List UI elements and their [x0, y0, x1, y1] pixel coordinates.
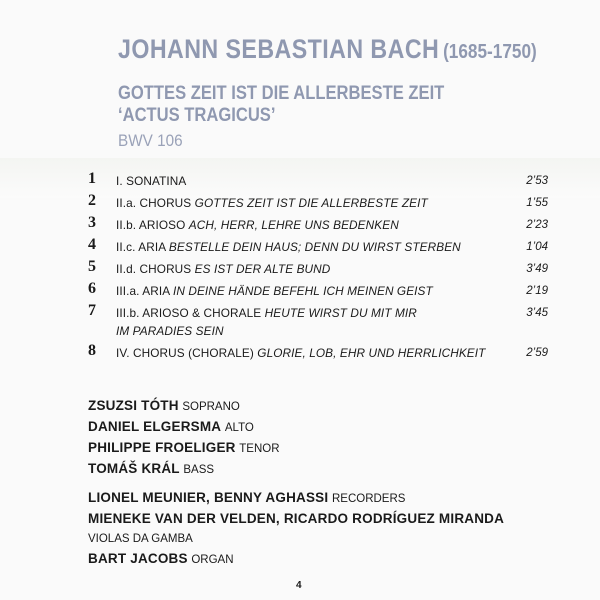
page-number: 4 — [296, 580, 302, 591]
track-number: 1 — [88, 170, 96, 187]
track-title — [116, 194, 516, 212]
movement-text: ES IST DER ALTE BUND — [194, 262, 331, 276]
organ-credit — [88, 549, 504, 570]
track-title — [116, 344, 516, 362]
track-row — [88, 282, 548, 300]
performer-role: ORGAN — [191, 554, 234, 566]
movement-label: II.d. CHORUS — [116, 262, 192, 276]
performer-role: BASS — [183, 464, 215, 476]
performer-names: LIONEL MEUNIER, BENNY AGHASSI — [88, 490, 329, 505]
movement-label: II.a. CHORUS — [116, 196, 192, 210]
catalogue-number: BWV 106 — [118, 131, 183, 150]
soloist-credit — [88, 417, 504, 438]
track-title — [116, 172, 516, 190]
movement-label: III.b. ARIOSO & CHORALE — [116, 306, 262, 320]
performer-name: PHILIPPE FROELIGER — [88, 440, 236, 455]
gambas-credit — [88, 509, 504, 528]
movement-label: III.a. ARIA — [116, 284, 170, 298]
spacer — [88, 480, 504, 488]
composer-heading — [118, 34, 537, 65]
track-row — [88, 216, 548, 234]
track-row — [88, 344, 548, 362]
performer-role: ALTO — [224, 422, 254, 434]
track-title — [116, 304, 516, 340]
movement-text: BESTELLE DEIN HAUS; DENN DU WIRST STERBEN — [168, 240, 461, 254]
track-title — [116, 282, 516, 300]
work-title — [118, 82, 444, 126]
movement-text: IN DEINE HÄNDE BEFEHL ICH MEINEN GEIST — [172, 284, 433, 298]
performer-name: TOMÁŠ KRÁL — [88, 461, 180, 476]
movement-label: IV. CHORUS (CHORALE) — [116, 346, 254, 360]
movement-text: HEUTE WIRST DU MIT MIR — [264, 306, 417, 320]
recorders-credit — [88, 488, 504, 509]
track-duration: 3’45 — [526, 307, 548, 319]
performer-name: ZSUZSI TÓTH — [88, 398, 179, 413]
track-number: 8 — [88, 342, 96, 359]
composer-name: JOHANN SEBASTIAN BACH — [118, 34, 440, 64]
track-duration: 2’53 — [526, 175, 548, 187]
soloist-credit — [88, 438, 504, 459]
track-list — [88, 172, 548, 366]
track-row — [88, 304, 548, 340]
soloist-credit — [88, 459, 504, 480]
movement-text: GOTTES ZEIT IST DIE ALLERBESTE ZEIT — [194, 196, 428, 210]
movement-text: ACH, HERR, LEHRE UNS BEDENKEN — [188, 218, 399, 232]
movement-text: GLORIE, LOB, EHR UND HERRLICHKEIT — [257, 346, 486, 360]
track-title — [116, 216, 516, 234]
track-row — [88, 238, 548, 256]
work-title-line-2: ‘ACTUS TRAGICUS’ — [118, 104, 276, 126]
track-title — [116, 260, 516, 278]
performer-role: RECORDERS — [331, 493, 406, 505]
performer-role: VIOLAS DA GAMBA — [88, 533, 193, 545]
track-number: 4 — [88, 236, 96, 253]
track-row — [88, 260, 548, 278]
track-duration: 2’23 — [526, 219, 548, 231]
gambas-role-line — [88, 528, 504, 549]
movement-label: II.c. ARIA — [116, 240, 166, 254]
track-duration: 1’55 — [526, 197, 548, 209]
track-title — [116, 238, 516, 256]
composer-dates: (1685-1750) — [443, 41, 537, 63]
track-duration: 2’59 — [526, 347, 548, 359]
track-duration: 1’04 — [526, 241, 548, 253]
soloist-credit — [88, 396, 504, 417]
track-row — [88, 172, 548, 190]
track-number: 2 — [88, 192, 96, 209]
track-number: 5 — [88, 258, 96, 275]
performer-name: BART JACOBS — [88, 551, 188, 566]
track-duration: 2’19 — [526, 285, 548, 297]
track-number: 7 — [88, 302, 96, 319]
track-row — [88, 194, 548, 212]
movement-label: II.b. ARIOSO — [116, 218, 186, 232]
track-duration: 3’49 — [526, 263, 548, 275]
movement-label: I. SONATINA — [116, 174, 187, 188]
track-number: 6 — [88, 280, 96, 297]
performer-role: SOPRANO — [182, 401, 240, 413]
track-number: 3 — [88, 214, 96, 231]
performer-role: TENOR — [239, 443, 280, 455]
performer-names: MIENEKE VAN DER VELDEN, RICARDO RODRÍGUEZ MIRANDA — [88, 511, 505, 526]
work-title-line-1: GOTTES ZEIT IST DIE ALLERBESTE ZEIT — [118, 82, 445, 104]
movement-text-continued: IM PARADIES SEIN — [116, 324, 224, 338]
performer-name: DANIEL ELGERSMA — [88, 419, 222, 434]
performer-credits — [88, 396, 504, 570]
